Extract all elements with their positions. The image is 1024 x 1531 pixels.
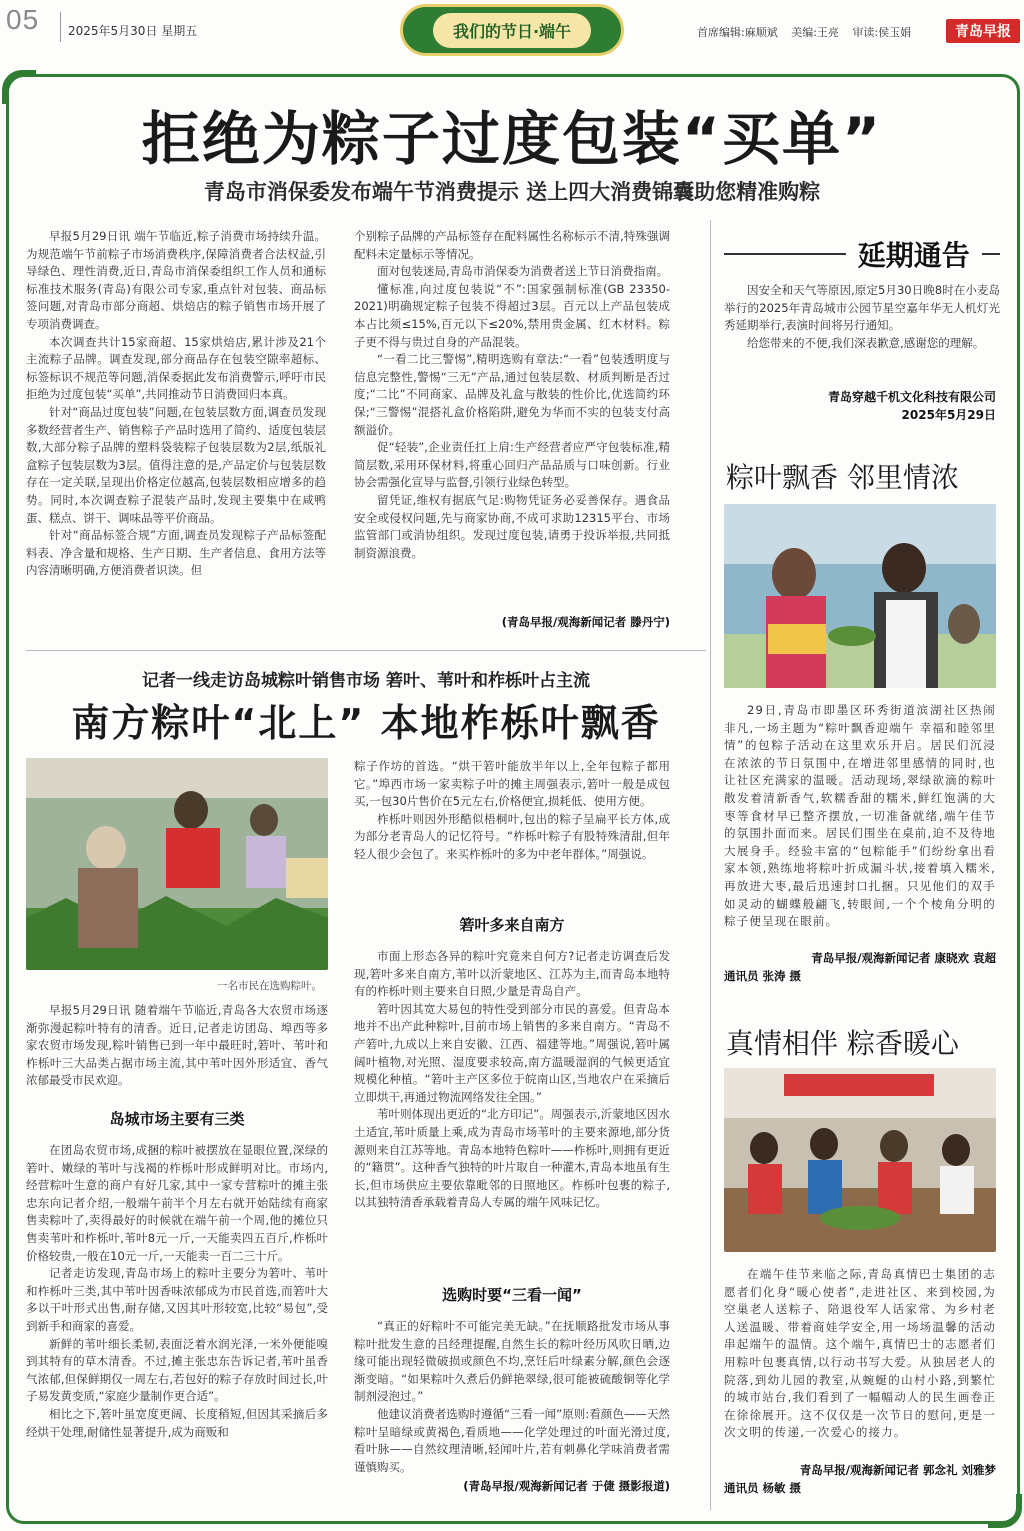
- story2-photo: [724, 504, 996, 688]
- story2-body: [724, 702, 996, 950]
- market-c1b-p4: 相比之下,箬叶虽宽度更阔、长度稍短,但因其采摘后多经烘干处理,耐储性显著提升,成为商贩和: [26, 1406, 328, 1439]
- story2-title: 粽叶飘香 邻里情浓: [726, 461, 959, 494]
- market-photo-illustration: [26, 758, 328, 970]
- market-c2c-p2: 他建议消费者选购时遵循“三看一闻”原则:看颜色——天然粽叶呈暗绿或黄褐色,看质地——化学处理过的叶面光滑过度,看叶脉——自然纹理清晰,轻闻叶片,若有刺鼻化学味消费者需谨慎购买。: [354, 1406, 670, 1474]
- lead-byline: (青岛早报/观海新闻记者 滕丹宁): [501, 615, 670, 629]
- story3-text: 在端午佳节来临之际,青岛真情巴士集团的志愿者们化身“暖心使者”,走进社区、来到校园,为空巢老人送粽子、陪退役军人话家常、为乡村老人送温暖、带着商娃学安全,用一场场温馨的活动串起端午的温情。这个端午,真情巴士的志愿者们用粽叶包裹真情,以行动书写大爱。从独居老人的院落,到幼儿园的教室,从蜿蜒的山村小路,到繁忙的城市站台,我们看到了一幅幅动人的民生画卷正在徐徐展开。这不仅仅是一次节日的慰问,更是一次文明的传递,一次爱心的接力。: [724, 1267, 996, 1440]
- market-c2a-p1: 粽子作坊的首选。“烘干箬叶能放半年以上,全年包粽子都用它。”埠西市场一家卖粽子叶的摊主周强表示,箬叶一般是成包买,一包30片售价在5元左右,价格便宜,损耗低、使用方便。: [354, 759, 670, 809]
- market-c2c-p1: “真正的好粽叶不可能完美无缺。”在抚顺路批发市场从事粽叶批发生意的吕经理提醒,自然生长的粽叶经历风吹日晒,边缘可能出现轻微破损或颜色不均,烹饪后叶绿素分解,颜色会逐渐变暗。“如果粽叶久煮后仍鲜艳翠绿,很可能被硫酸铜等化学制剂浸泡过。”: [354, 1319, 670, 1404]
- story3-photo: [724, 1068, 996, 1252]
- lead-subtitle: 青岛市消保委发布端午节消费提示 送上四大消费锦囊助您精准购粽: [203, 180, 821, 204]
- market-byline: (青岛早报/观海新闻记者 于倢 摄影报道): [463, 1479, 670, 1493]
- notice-signer: 青岛穿越千机文化科技有限公司: [827, 390, 996, 404]
- market-c1b-p3: 新鲜的苇叶细长柔韧,表面泛着水润光泽,一米外便能嗅到其特有的草木清香。不过,摊主张忠东告诉记者,苇叶虽香气浓郁,但保鲜期仅一周左右,若包好的粽子存放时间过长,叶子易发黄变质,“家庭少量制作更合适”。: [26, 1336, 328, 1404]
- market-subhead-3: 选购时要“三看一闻”: [442, 1286, 582, 1304]
- market-photo: [26, 758, 328, 970]
- market-c1b-p2: 记者走访发现,青岛市场上的粽叶主要分为箬叶、苇叶和柞栎叶三类,其中苇叶因香味浓郁成为市民首选,而箬叶大多以干叶形式出售,耐存储,又因其叶形较宽,比较“易包”,受到新手和商家的喜爱。: [26, 1266, 328, 1333]
- lead-c1-p3: 针对“商品过度包装”问题,在包装层数方面,调查员发现多数经营者生产、销售粽子产品时选用了简约、适度包装层数,大部分粽子品牌的塑料袋装粽子包装层数为2层,纸版礼盒粽子包装层数为3层。值得注意的是,产品定价与包装层数存在一定关联,呈现出价格定位越高,包装层数相应增多的趋势。同时,本次调查粽子混装产品时,发现主要集中在咸鸭蛋、糕点、饼干、调味品等平价商品。: [26, 404, 326, 525]
- lead-c1-p2: 本次调查共计15家商超、15家烘焙店,累计涉及21个主流粽子品牌。调查发现,部分商品存在包装空隙率超标、标签标识不规范等问题,消保委据此发布消费警示,呼吁市民拒绝为过度包装“买单”,共同推动节日消费回归本真。: [26, 334, 326, 402]
- notice-title-bar: [724, 234, 1000, 274]
- editor-credits: [697, 24, 921, 40]
- notice-p1: 因安全和天气等原因,原定5月30日晚8时在小麦岛举行的2025年青岛城市公园节星空嘉年华无人机灯光秀延期举行,表演时间将另行通知。: [724, 283, 1000, 333]
- market-c2b-p1: 市面上形态各异的粽叶究竟来自何方?记者走访调查后发现,箬叶多来自南方,苇叶以沂蒙地区、江苏为主,而青岛本地特有的柞栎叶则主要来自日照,少量是青岛自产。: [354, 949, 670, 999]
- market-headline: 南方粽叶“北上” 本地柞栎叶飘香: [71, 701, 661, 745]
- lead-c1-p4: 针对“商品标签合规”方面,调查员发现粽子产品标签配料表、净含量和规格、生产日期、生产者信息、食用方法等内容清晰明确,方便消费者识读。但: [26, 528, 326, 578]
- designer: 美编:王亮: [791, 26, 839, 39]
- festival-banner: [400, 4, 624, 56]
- market-kicker: 记者一线走访岛城粽叶销售市场 箬叶、苇叶和柞栎叶占主流: [142, 671, 590, 691]
- newspaper-logo: 青岛早报: [946, 19, 1020, 43]
- story3-body: [724, 1266, 996, 1462]
- market-subhead-2: 箬叶多来自南方: [459, 916, 565, 934]
- story2-photo-illustration: [724, 504, 996, 688]
- notice-rule-right: [982, 253, 1000, 255]
- chief-editor: 首席编辑:麻顺斌: [697, 26, 778, 39]
- market-subhead-1: 岛城市场主要有三类: [109, 1110, 245, 1128]
- market-c2b-p2: 箬叶因其宽大易包的特性受到部分市民的喜爱。但青岛本地并不出产此种粽叶,目前市场上销售的多来自南方。“青岛不产箬叶,九成以上来自安徽、江西、福建等地。”周强说,箬叶属阔叶植物,对光照、湿度要求较高,南方温暖湿润的气候更适宜规模化种植。“箬叶主产区多位于皖南山区,当地农户在采摘后立即烘干,再通过物流网络发往全国。”: [354, 1001, 670, 1104]
- right-column-divider: [710, 220, 711, 1510]
- lead-headline: 拒绝为粽子过度包装“买单”: [141, 105, 883, 173]
- notice-rule-left: [724, 253, 846, 255]
- header-divider: [60, 12, 61, 42]
- story2-byline: 青岛早报/观海新闻记者 康晓欢 袁超: [811, 951, 996, 965]
- issue-date: 2025年5月30日 星期五: [68, 24, 198, 38]
- notice-date: 2025年5月29日: [901, 408, 996, 422]
- page-number: 05: [6, 4, 40, 35]
- market-column-2b: [354, 948, 670, 1270]
- notice-p2: 给您带来的不便,我们深表歉意,感谢您的理解。: [747, 335, 985, 350]
- market-column-1b: [26, 1142, 328, 1510]
- story3-byline2: 通讯员 杨敏 摄: [724, 1481, 802, 1495]
- market-column-1a: [26, 1002, 328, 1092]
- lead-c2-p6: 留凭证,维权有据底气足:购物凭证务必妥善保存。遇食品安全或侵权问题,先与商家协商,不成可求助12315平台、市场监管部门或消协组织。发现过度包装,请勇于投诉举报,共同抵制资源浪费。: [354, 492, 670, 560]
- story3-byline: 青岛早报/观海新闻记者 郭念礼 刘雅梦: [799, 1463, 996, 1477]
- market-photo-caption: 一名市民在选购粽叶。: [217, 980, 322, 992]
- story3-title: 真情相伴 粽香暖心: [726, 1027, 959, 1060]
- festival-label: 我们的节日·端午: [433, 13, 591, 48]
- proofreader: 审读:侯玉娟: [852, 26, 912, 39]
- section-divider: [26, 650, 706, 651]
- page-header: [0, 0, 1024, 64]
- lead-c2-p3: 懂标准,向过度包装说“不”:国家强制标准(GB 23350-2021)明确规定粽子包装不得超过3层。百元以上产品包装成本占比须≤15%,百元以下≤20%,禁用贵金属、红木材料。粽子更不得与贵过自身的产品混装。: [354, 281, 670, 349]
- lead-c1-p1: 早报5月29日讯 端午节临近,粽子消费市场持续升温。为规范端午节前粽子市场消费秩序,保障消费者合法权益,引导绿色、理性消费,近日,青岛市消保委组织工作人员和通标标准技术服务(青岛)有限公司专家,重点针对包装、商品标签问题,对青岛市部分商超、烘焙店的粽子销售市场开展了专项消费调查。: [26, 229, 326, 331]
- lead-c2-p2: 面对包装迷局,青岛市消保委为消费者送上节日消费指南。: [377, 264, 669, 279]
- lead-c2-p1: 个别粽子品牌的产品标签存在配料属性名称标示不清,特殊强调配料未定量标示等情况。: [354, 229, 670, 261]
- notice-title: 延期通告: [857, 239, 970, 272]
- market-c2b-p3: 苇叶则体现出更近的“北方印记”。周强表示,沂蒙地区因水土适宜,苇叶质量上乘,成为青岛市场苇叶的主要来源地,部分货源则来自江苏等地。青岛本地特色粽叶——柞栎叶,则拥有更近的“籍贯”。这种香气独特的叶片取自一种灌木,青岛本地虽有生长,但市场供应主要依靠毗邻的日照地区。柞栎叶包裹的粽子,以其独特清香承载着青岛人专属的端午风味记忆。: [354, 1107, 670, 1210]
- market-column-2c: [354, 1318, 670, 1476]
- lead-c2-p4: “一看二比三警惕”,精明选购有章法:“一看”包装透明度与信息完整性,警惕“三无”产品,通过包装层数、材质判断是否过度;“二比”不同商家、品牌及礼盒与散装的性价比,优选简约环保;“三警惕”混搭礼盒价格陷阱,避免为华而不实的包装支付高额溢价。: [354, 352, 670, 437]
- market-c2a-p2: 柞栎叶则因外形酷似梧桐叶,包出的粽子呈扁平长方体,成为部分老青岛人的记忆符号。“柞栎叶粽子有股特殊清甜,但年轻人很少会包了。来买柞栎叶的多为中老年群体。”周强说。: [354, 811, 670, 861]
- lead-column-2: [354, 228, 670, 630]
- market-column-2a: [354, 758, 670, 900]
- market-c1b-p1: 在团岛农贸市场,成捆的粽叶被摆放在显眼位置,深绿的箬叶、嫩绿的苇叶与浅褐的柞栎叶形成鲜明对比。市场内,经营粽叶生意的商户有好几家,其中一家专营粽叶的摊主张忠东向记者介绍,一般端午前半个月左右就开始陆续有商家售卖粽叶了,卖得最好的时候就在端午前一个周,他的摊位只售卖苇叶和柞栎叶,苇叶8元一斤,一天能卖四五百斤,柞栎叶价格较贵,一般在10元一斤,一天能卖一百二三十斤。: [26, 1143, 328, 1263]
- story2-text: 29日,青岛市即墨区环秀街道滨湖社区热闹非凡,一场主题为“粽叶飘香迎端午 幸福和睦邻里情”的包粽子活动在这里欢乐开启。居民们沉浸在浓浓的节日氛围中,在增进邻里感情的同时,也让社区充满家的温暖。活动现场,翠绿欲滴的粽叶散发着清新香气,软糯香甜的糯米,鲜红饱满的大枣等食材早已整齐摆放,一切准备就绪,端午佳节的氛围扑面而来。居民们围坐在桌前,迫不及待地大展身手。经验丰富的“包粽能手”们纷纷拿出看家本领,熟练地将粽叶折成漏斗状,接着填入糯米,再放进大枣,最后迅速封口扎捆。只见他们的双手如灵动的蝴蝶般翩飞,转眼间,一个个棱角分明的粽子便呈现在眼前。: [724, 703, 996, 929]
- lead-c2-p5: 促“轻装”,企业责任扛上肩:生产经营者应严守包装标准,精简层数,采用环保材料,将重心回归产品品质与口味创新。行业协会需强化宣导与监督,引领行业绿色转型。: [354, 440, 670, 490]
- story2-byline2: 通讯员 张涛 摄: [724, 969, 802, 983]
- market-c1a-p1: 早报5月29日讯 随着端午节临近,青岛各大农贸市场逐渐弥漫起粽叶特有的清香。近日,记者走访团岛、埠西等多家农贸市场发现,粽叶销售已到一年中最旺时,箬叶、苇叶和柞栎叶三大品类占据市场主流,其中苇叶因外形适宜、香气浓郁最受市民欢迎。: [26, 1003, 328, 1088]
- notice-body: [724, 282, 1000, 388]
- lead-column-1: [26, 228, 326, 638]
- frame-corner-bottom-right: [988, 1494, 1022, 1528]
- story3-photo-illustration: [724, 1068, 996, 1252]
